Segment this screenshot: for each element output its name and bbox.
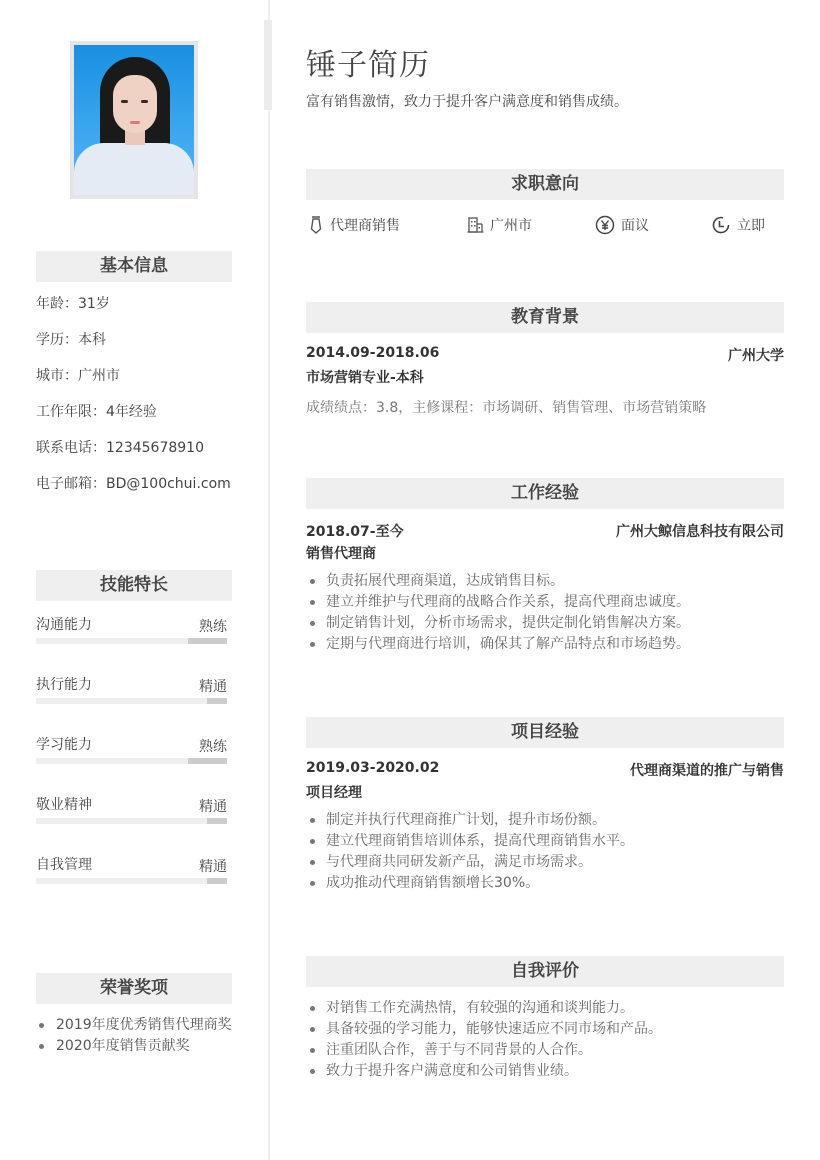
skill-level: 熟练 [199,739,227,755]
project-name: 代理商渠道的推广与销售 [630,763,784,779]
awards-list [36,1015,232,1057]
work-period: 2018.07-至今 [306,524,404,540]
skill-bar [36,758,227,764]
awards-title: 荣誉奖项 [36,973,232,1004]
profile-photo-frame [70,41,198,199]
self-eval-bullet: 对销售工作充满热情，有较强的沟通和谈判能力。 [306,998,662,1019]
education-detail: 成绩绩点：3.8，主修课程：市场调研、销售管理、市场营销策略 [306,400,707,416]
award-item: 2019年度优秀销售代理商奖 [36,1015,232,1036]
project-role: 项目经理 [306,785,362,801]
self-eval-bullet: 具备较强的学习能力，能够快速适应不同市场和产品。 [306,1019,662,1040]
skill-name: 执行能力 [36,677,92,693]
work-bullet: 制定销售计划，分析市场需求，提供定制化销售解决方案。 [306,613,690,634]
skill-item [36,614,227,654]
info-phone: 联系电话：12345678910 [36,440,204,456]
education-school: 广州大学 [728,348,784,364]
self-eval-bullet: 注重团队合作，善于与不同背景的人合作。 [306,1040,662,1061]
work-bullet: 定期与代理商进行培训，确保其了解产品特点和市场趋势。 [306,634,690,655]
self-eval-title: 自我评价 [306,956,784,987]
education-period: 2014.09-2018.06 [306,345,440,361]
resume-motto: 富有销售激情，致力于提升客户满意度和销售成绩。 [306,94,628,110]
sidebar [0,0,268,1160]
skill-level: 精通 [199,799,227,815]
tie-icon [308,215,324,235]
intent-position [308,214,400,236]
skill-name: 学习能力 [36,737,92,753]
info-education: 学历：本科 [36,332,106,348]
skill-bar [36,818,227,824]
intent-availability-label: 立即 [737,218,765,234]
intent-city [467,214,532,236]
work-bullet: 建立并维护与代理商的战略合作关系，提高代理商忠诚度。 [306,592,690,613]
intent-city-label: 广州市 [490,218,532,234]
info-city: 城市：广州市 [36,368,120,384]
skill-item [36,854,227,894]
skill-item [36,674,227,714]
info-age: 年龄：31岁 [36,296,110,312]
intent-salary [595,214,649,236]
award-item: 2020年度销售贡献奖 [36,1036,232,1057]
skill-bar [36,878,227,884]
intent-salary-label: 面议 [621,218,649,234]
skill-name: 沟通能力 [36,617,92,633]
basic-info-title: 基本信息 [36,251,232,282]
yen-icon [595,215,615,235]
skill-name: 自我管理 [36,857,92,873]
info-work-years: 工作年限：4年经验 [36,404,157,420]
skill-level: 熟练 [199,619,227,635]
job-intent-title: 求职意向 [306,169,784,200]
info-email: 电子邮箱：BD@100chui.com [36,476,231,492]
work-role: 销售代理商 [306,546,376,562]
education-title: 教育背景 [306,302,784,333]
skill-item [36,794,227,834]
education-major: 市场营销专业-本科 [306,370,424,386]
skills-title: 技能特长 [36,570,232,601]
project-bullet: 建立代理商销售培训体系，提高代理商销售水平。 [306,831,634,852]
self-eval-bullets [306,998,662,1082]
project-bullet: 制定并执行代理商推广计划，提升市场份额。 [306,810,634,831]
profile-photo [74,45,194,195]
column-divider [268,0,270,1160]
skill-bar [36,638,227,644]
building-icon [467,216,484,234]
project-bullet: 与代理商共同研发新产品，满足市场需求。 [306,852,634,873]
skill-level: 精通 [199,679,227,695]
self-eval-bullet: 致力于提升客户满意度和公司销售业绩。 [306,1061,662,1082]
skill-name: 敬业精神 [36,797,92,813]
project-bullets [306,810,634,894]
project-period: 2019.03-2020.02 [306,760,440,776]
work-bullets [306,571,690,655]
work-bullet: 负责拓展代理商渠道，达成销售目标。 [306,571,690,592]
intent-position-label: 代理商销售 [330,218,400,234]
resume-name: 锤子简历 [306,48,430,83]
project-title: 项目经验 [306,717,784,748]
intent-availability [711,214,765,236]
skill-item [36,734,227,774]
work-company: 广州大鲸信息科技有限公司 [616,524,784,540]
divider-tab [264,20,272,110]
project-bullet: 成功推动代理商销售额增长30%。 [306,873,634,894]
clock-icon [711,215,731,235]
work-title: 工作经验 [306,478,784,509]
skill-bar [36,698,227,704]
skill-level: 精通 [199,859,227,875]
